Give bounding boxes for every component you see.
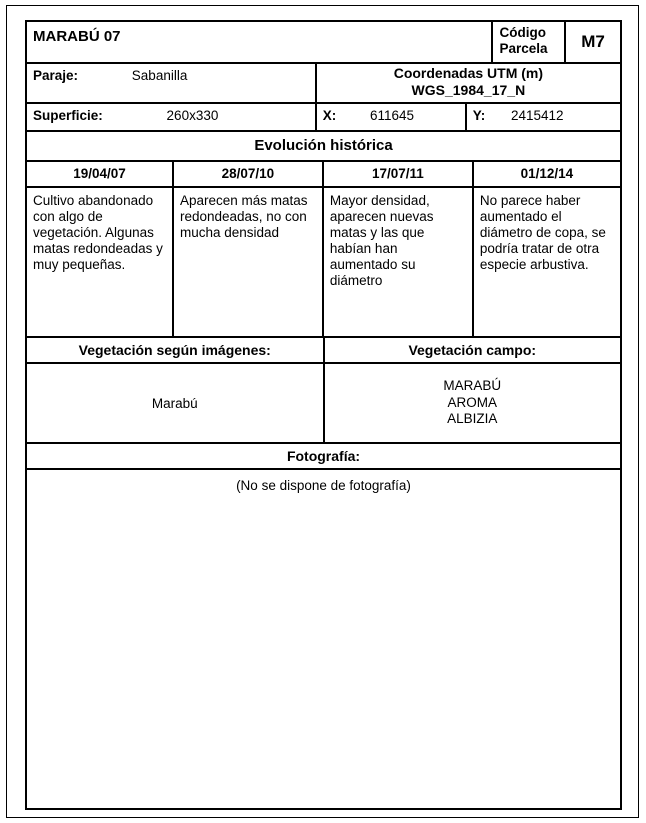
vegetacion-header-row — [27, 338, 622, 364]
evolucion-description: Cultivo abandonado con algo de vegetación. Algunas matas redondeadas y muy pequeñas. — [27, 188, 174, 338]
coordenadas-cell — [317, 64, 622, 104]
fotografia-header-row — [27, 444, 622, 470]
vegetacion-campo-item: ALBIZIA — [447, 411, 498, 427]
paraje-label: Paraje: — [33, 68, 79, 83]
evolucion-description: Aparecen más matas redondeadas, no con mucha densidad — [174, 188, 324, 338]
superficie-value: 260x330 — [166, 108, 219, 123]
coord-y-cell — [467, 104, 622, 132]
evolucion-description: No parece haber aumentado el diámetro de copa, se podría tratar de otra especie arbustiva. — [474, 188, 622, 338]
fotografia-row — [27, 470, 622, 810]
y-value: 2415412 — [510, 108, 564, 123]
title-row — [27, 22, 622, 64]
x-label: X: — [322, 108, 337, 123]
coord-x-cell — [317, 104, 467, 132]
codigo-parcela-label: Código Parcela — [493, 22, 566, 64]
vegetacion-campo-values — [325, 364, 623, 444]
superficie-label: Superficie: — [33, 108, 103, 123]
superficie-row — [27, 104, 622, 132]
superficie-cell — [27, 104, 317, 132]
fotografia-label: Fotografía: — [27, 444, 622, 470]
evolucion-title: Evolución histórica — [27, 132, 622, 162]
paraje-value: Sabanilla — [131, 68, 188, 83]
evolucion-descriptions-row — [27, 188, 622, 338]
vegetacion-imagenes-label: Vegetación según imágenes: — [27, 338, 325, 364]
vegetacion-values-row — [27, 364, 622, 444]
parcel-sheet — [25, 20, 622, 810]
vegetacion-campo-item: AROMA — [447, 394, 497, 410]
evolucion-dates-row — [27, 162, 622, 188]
codigo-parcela-value: M7 — [566, 22, 622, 64]
evolucion-date: 28/07/10 — [174, 162, 324, 188]
coordenadas-datum: WGS_1984_17_N — [411, 81, 526, 98]
evolucion-header-row — [27, 132, 622, 162]
paraje-row — [27, 64, 622, 104]
evolucion-description: Mayor densidad, aparecen nuevas matas y las que habían han aumentado su diámetro — [324, 188, 474, 338]
parcel-title: MARABÚ 07 — [27, 22, 493, 64]
evolucion-date: 01/12/14 — [474, 162, 622, 188]
evolucion-date: 19/04/07 — [27, 162, 174, 188]
x-value: 611645 — [370, 108, 415, 123]
vegetacion-campo-label: Vegetación campo: — [325, 338, 623, 364]
vegetacion-campo-item: MARABÚ — [443, 378, 502, 394]
parcel-table — [25, 20, 622, 810]
vegetacion-imagenes-value: Marabú — [27, 364, 325, 444]
coordenadas-label: Coordenadas UTM (m) — [393, 65, 544, 81]
y-label: Y: — [472, 108, 486, 123]
fotografia-placeholder: (No se dispone de fotografía) — [27, 470, 622, 810]
evolucion-date: 17/07/11 — [324, 162, 474, 188]
paraje-cell — [27, 64, 317, 104]
